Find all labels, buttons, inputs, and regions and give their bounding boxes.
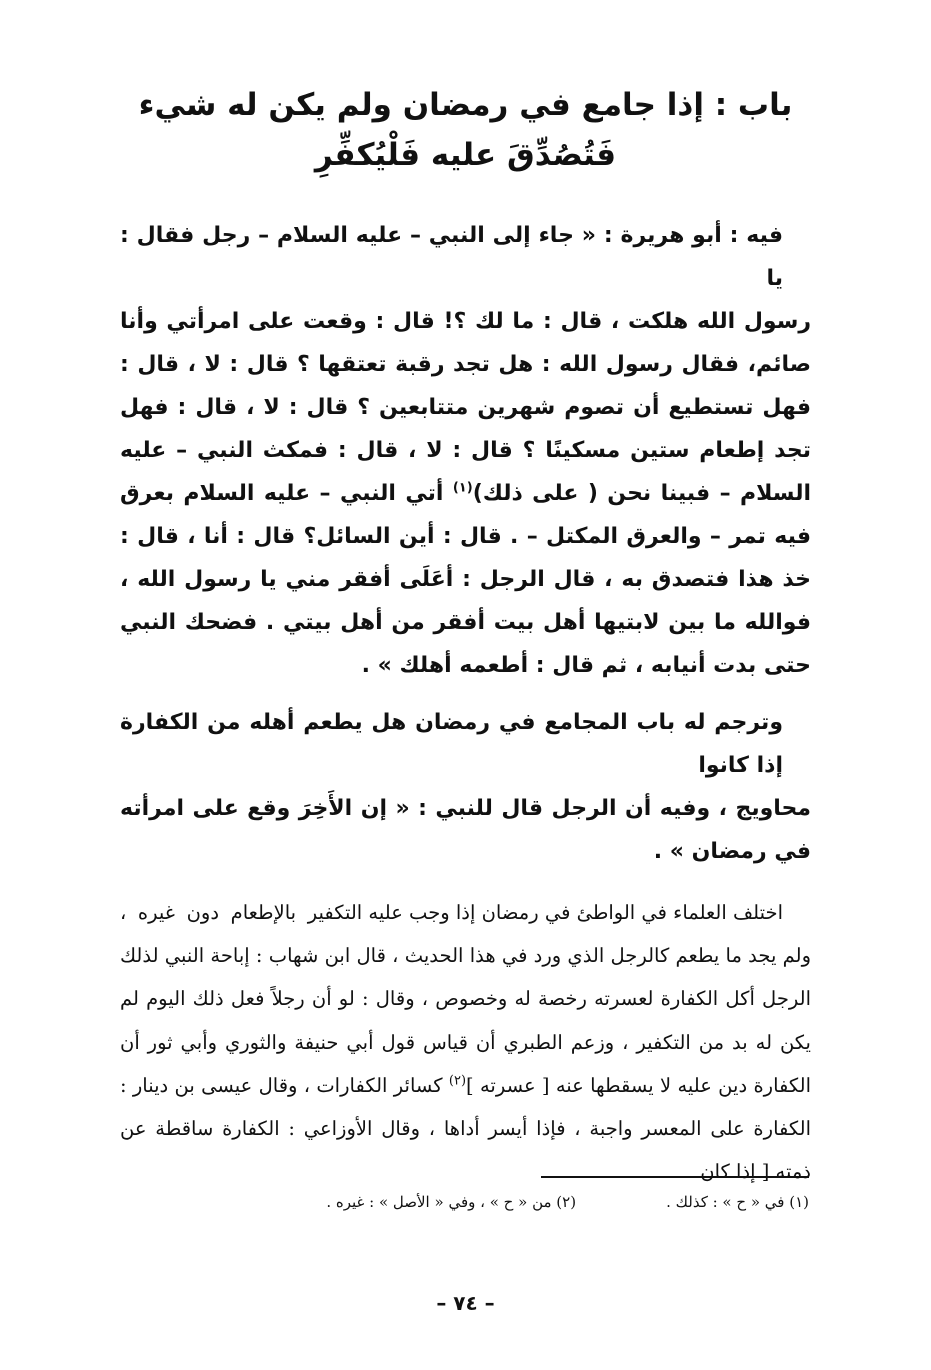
footnote-2: (٢) من « ح » ، وفي « الأصل » : غيره .: [326, 1193, 577, 1211]
text-line: وترجم له باب المجامع في رمضان هل يطعم أهله من الكفارة إذا كانوا: [120, 710, 783, 778]
text-line: قال : لا ، قال : فمكث النبي – عليه السلام – فبينا نحن ( على ذلك): [120, 438, 811, 506]
hadith-paragraph: [120, 214, 811, 687]
text-line: اختلف العلماء في الواطئ في رمضان إذا وجب عليه التكفير: [307, 901, 783, 924]
footnotes: [109, 1193, 809, 1211]
text-line: يكن له بد من التكفير ، وزعم الطبري أن قياس قول أبي حنيفة: [294, 1030, 811, 1054]
text-line: بالإطعام دون غيره ، ولم يجد ما يطعم كالرجل الذي ورد في هذا: [120, 901, 811, 968]
page-number: – ٧٤ –: [436, 1291, 495, 1315]
chapter-title-line-1: باب : إذا جامع في رمضان ولم يكن له شيء: [138, 87, 793, 123]
text-line: فيه : أبو هريرة : « جاء إلى النبي – عليه السلام – رجل فقال : يا: [120, 223, 783, 291]
text-line: الحديث ، قال ابن شهاب : إباحة النبي لذلك الرجل أكل الكفارة: [120, 944, 811, 1011]
text-line: فقال رسول الله : هل تجد رقبة تعتقها ؟ قال : لا ، قال : فهل تستطيع أن: [120, 352, 811, 420]
text-line: لعسرته رخصة له وخصوص ، وقال : لو أن رجلاً فعل ذلك اليوم لم: [120, 987, 654, 1011]
commentary-paragraph: [120, 891, 811, 1193]
footnote-marker-1: (١): [452, 480, 473, 496]
text-line: فإذا أيسر أداها ، وقال الأوزاعي : الكفارة ساقطة عن ذمته [ إذا كان: [120, 1117, 811, 1184]
text-line: والثوري وأبي ثور أن الكفارة دين عليه لا يسقطها عنه [ عسرته ]: [120, 1030, 812, 1097]
text-line: كسائر الكفارات ، وقال عيسى بن دينار : الكفارة على المعسر واجبة ،: [120, 1073, 811, 1141]
text-line: رمضان » .: [653, 839, 767, 864]
footnote-1: (١) في « ح » : كذلك .: [666, 1193, 809, 1211]
text-line: أتي النبي – عليه السلام بعرق فيه تمر – والعرق المكتل – . قال : أين: [120, 481, 811, 549]
text-line: فضحك النبي حتى بدت أنيابه ، ثم قال : أطعمه أهلك » .: [120, 610, 811, 678]
chapter-note-paragraph: [120, 701, 811, 873]
text-line: رسول الله هلكت ، قال : ما لك ؟! قال : وقعت على امرأتي وأنا صائم،: [120, 309, 811, 377]
footnote-marker-2: (٢): [448, 1073, 467, 1089]
text-line: مني يا رسول الله ، فوالله ما بين لابتيها أهل بيت أفقر من أهل بيتي .: [120, 567, 811, 635]
chapter-title-line-2: فَتُصُدِّقَ عليه فَلْيُكفِّرِ: [314, 137, 617, 173]
chapter-title: [120, 80, 811, 180]
text-line: السائل؟ قال : أنا ، قال : خذ هذا فتصدق به ، قال الرجل : أعَلَى أفقر: [120, 524, 811, 592]
text-line: محاويج ، وفيه أن الرجل قال للنبي : « إن الأَخِرَ وقع على امرأته في: [120, 796, 811, 864]
text-line: تصوم شهرين متتابعين ؟ قال : لا ، قال : فهل تجد إطعام ستين مسكينًا ؟: [120, 395, 811, 463]
footnote-divider: [541, 1176, 809, 1178]
